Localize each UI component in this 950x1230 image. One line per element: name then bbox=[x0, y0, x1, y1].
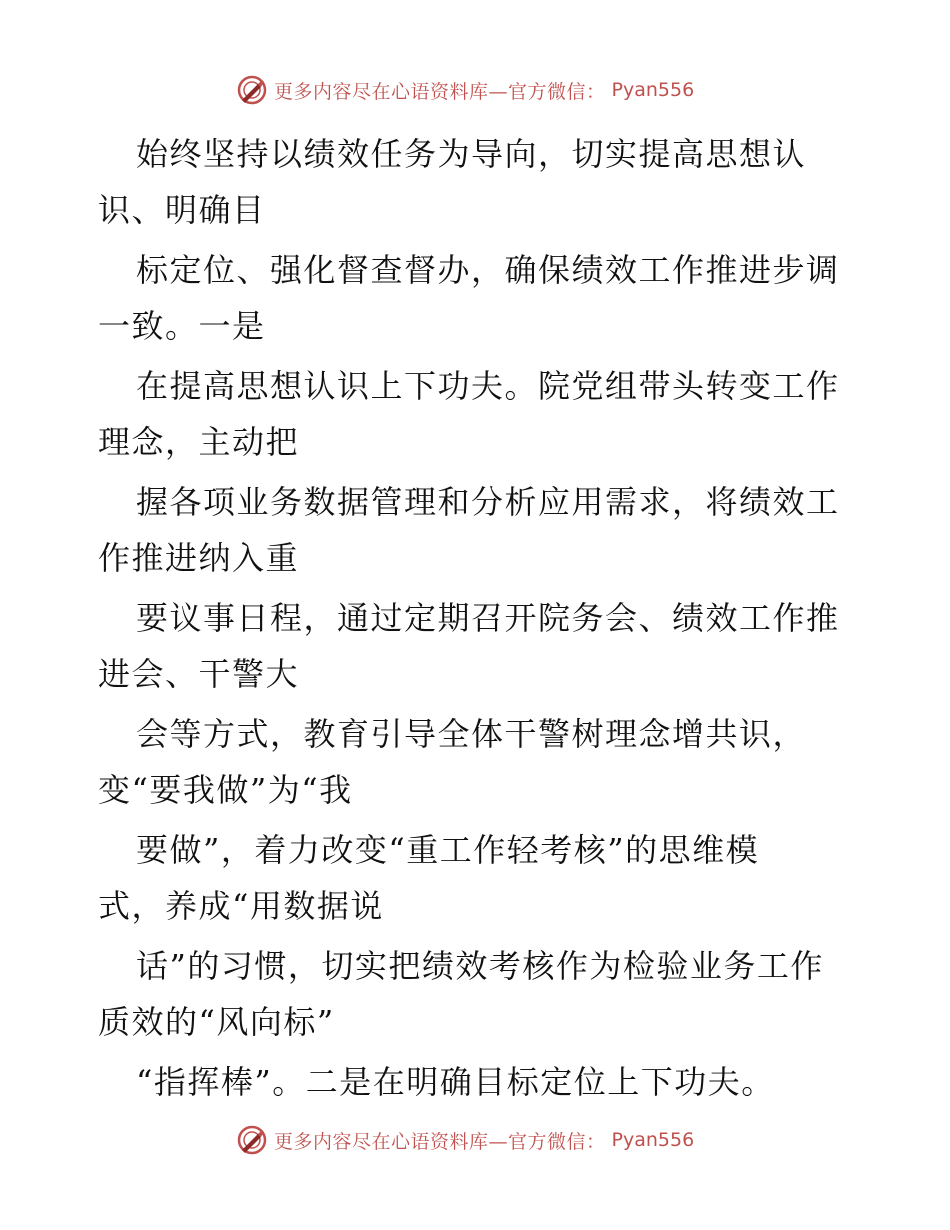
paragraph bbox=[98, 1054, 858, 1110]
paragraph-line: 话”的习惯，切实把绩效考核作为检验业务工作 bbox=[136, 947, 824, 985]
document-body bbox=[98, 126, 858, 1114]
paragraph-line: 理念，主动把 bbox=[98, 423, 300, 461]
paragraph bbox=[98, 358, 858, 470]
watermark-footer bbox=[236, 1123, 694, 1157]
paragraph-line: 始终坚持以绩效任务为导向，切实提高思想认 bbox=[136, 135, 807, 173]
paragraph-line: “指挥棒”。二是在明确目标定位上下功夫。 bbox=[136, 1063, 775, 1101]
paragraph-line: 进会、干警大 bbox=[98, 655, 300, 693]
paragraph-line: 变“要我做”为“我 bbox=[98, 771, 353, 809]
watermark-text: 更多内容尽在心语资料库—官方微信： bbox=[274, 80, 606, 103]
paragraph-line: 质效的“风向标” bbox=[98, 1003, 335, 1041]
paragraph-line: 一致。一是 bbox=[98, 307, 266, 345]
watermark-text: 更多内容尽在心语资料库—官方微信： bbox=[274, 1130, 606, 1153]
paragraph bbox=[98, 938, 858, 1050]
paragraph-line: 在提高思想认识上下功夫。院党组带头转变工作 bbox=[136, 367, 840, 405]
paragraph bbox=[98, 126, 858, 238]
paragraph bbox=[98, 706, 858, 818]
paragraph-line: 识、明确目 bbox=[98, 191, 266, 229]
logo-pen-icon bbox=[236, 1124, 268, 1156]
paragraph bbox=[98, 590, 858, 702]
paragraph-line: 作推进纳入重 bbox=[98, 539, 300, 577]
logo-pen-icon bbox=[236, 74, 268, 106]
watermark-wechat-id: Pyan556 bbox=[611, 1129, 695, 1151]
paragraph-line: 要议事日程，通过定期召开院务会、绩效工作推 bbox=[136, 599, 840, 637]
paragraph-line: 会等方式，教育引导全体干警树理念增共识， bbox=[136, 715, 807, 753]
paragraph bbox=[98, 242, 858, 354]
watermark-wechat-id: Pyan556 bbox=[611, 79, 695, 101]
paragraph-line: 握各项业务数据管理和分析应用需求，将绩效工 bbox=[136, 483, 840, 521]
paragraph-line: 式，养成“用数据说 bbox=[98, 887, 384, 925]
paragraph-line: 标定位、强化督查督办，确保绩效工作推进步调 bbox=[136, 251, 840, 289]
paragraph-line: 要做”，着力改变“重工作轻考核”的思维模 bbox=[136, 831, 760, 869]
paragraph bbox=[98, 822, 858, 934]
paragraph bbox=[98, 474, 858, 586]
watermark-header bbox=[236, 73, 694, 107]
